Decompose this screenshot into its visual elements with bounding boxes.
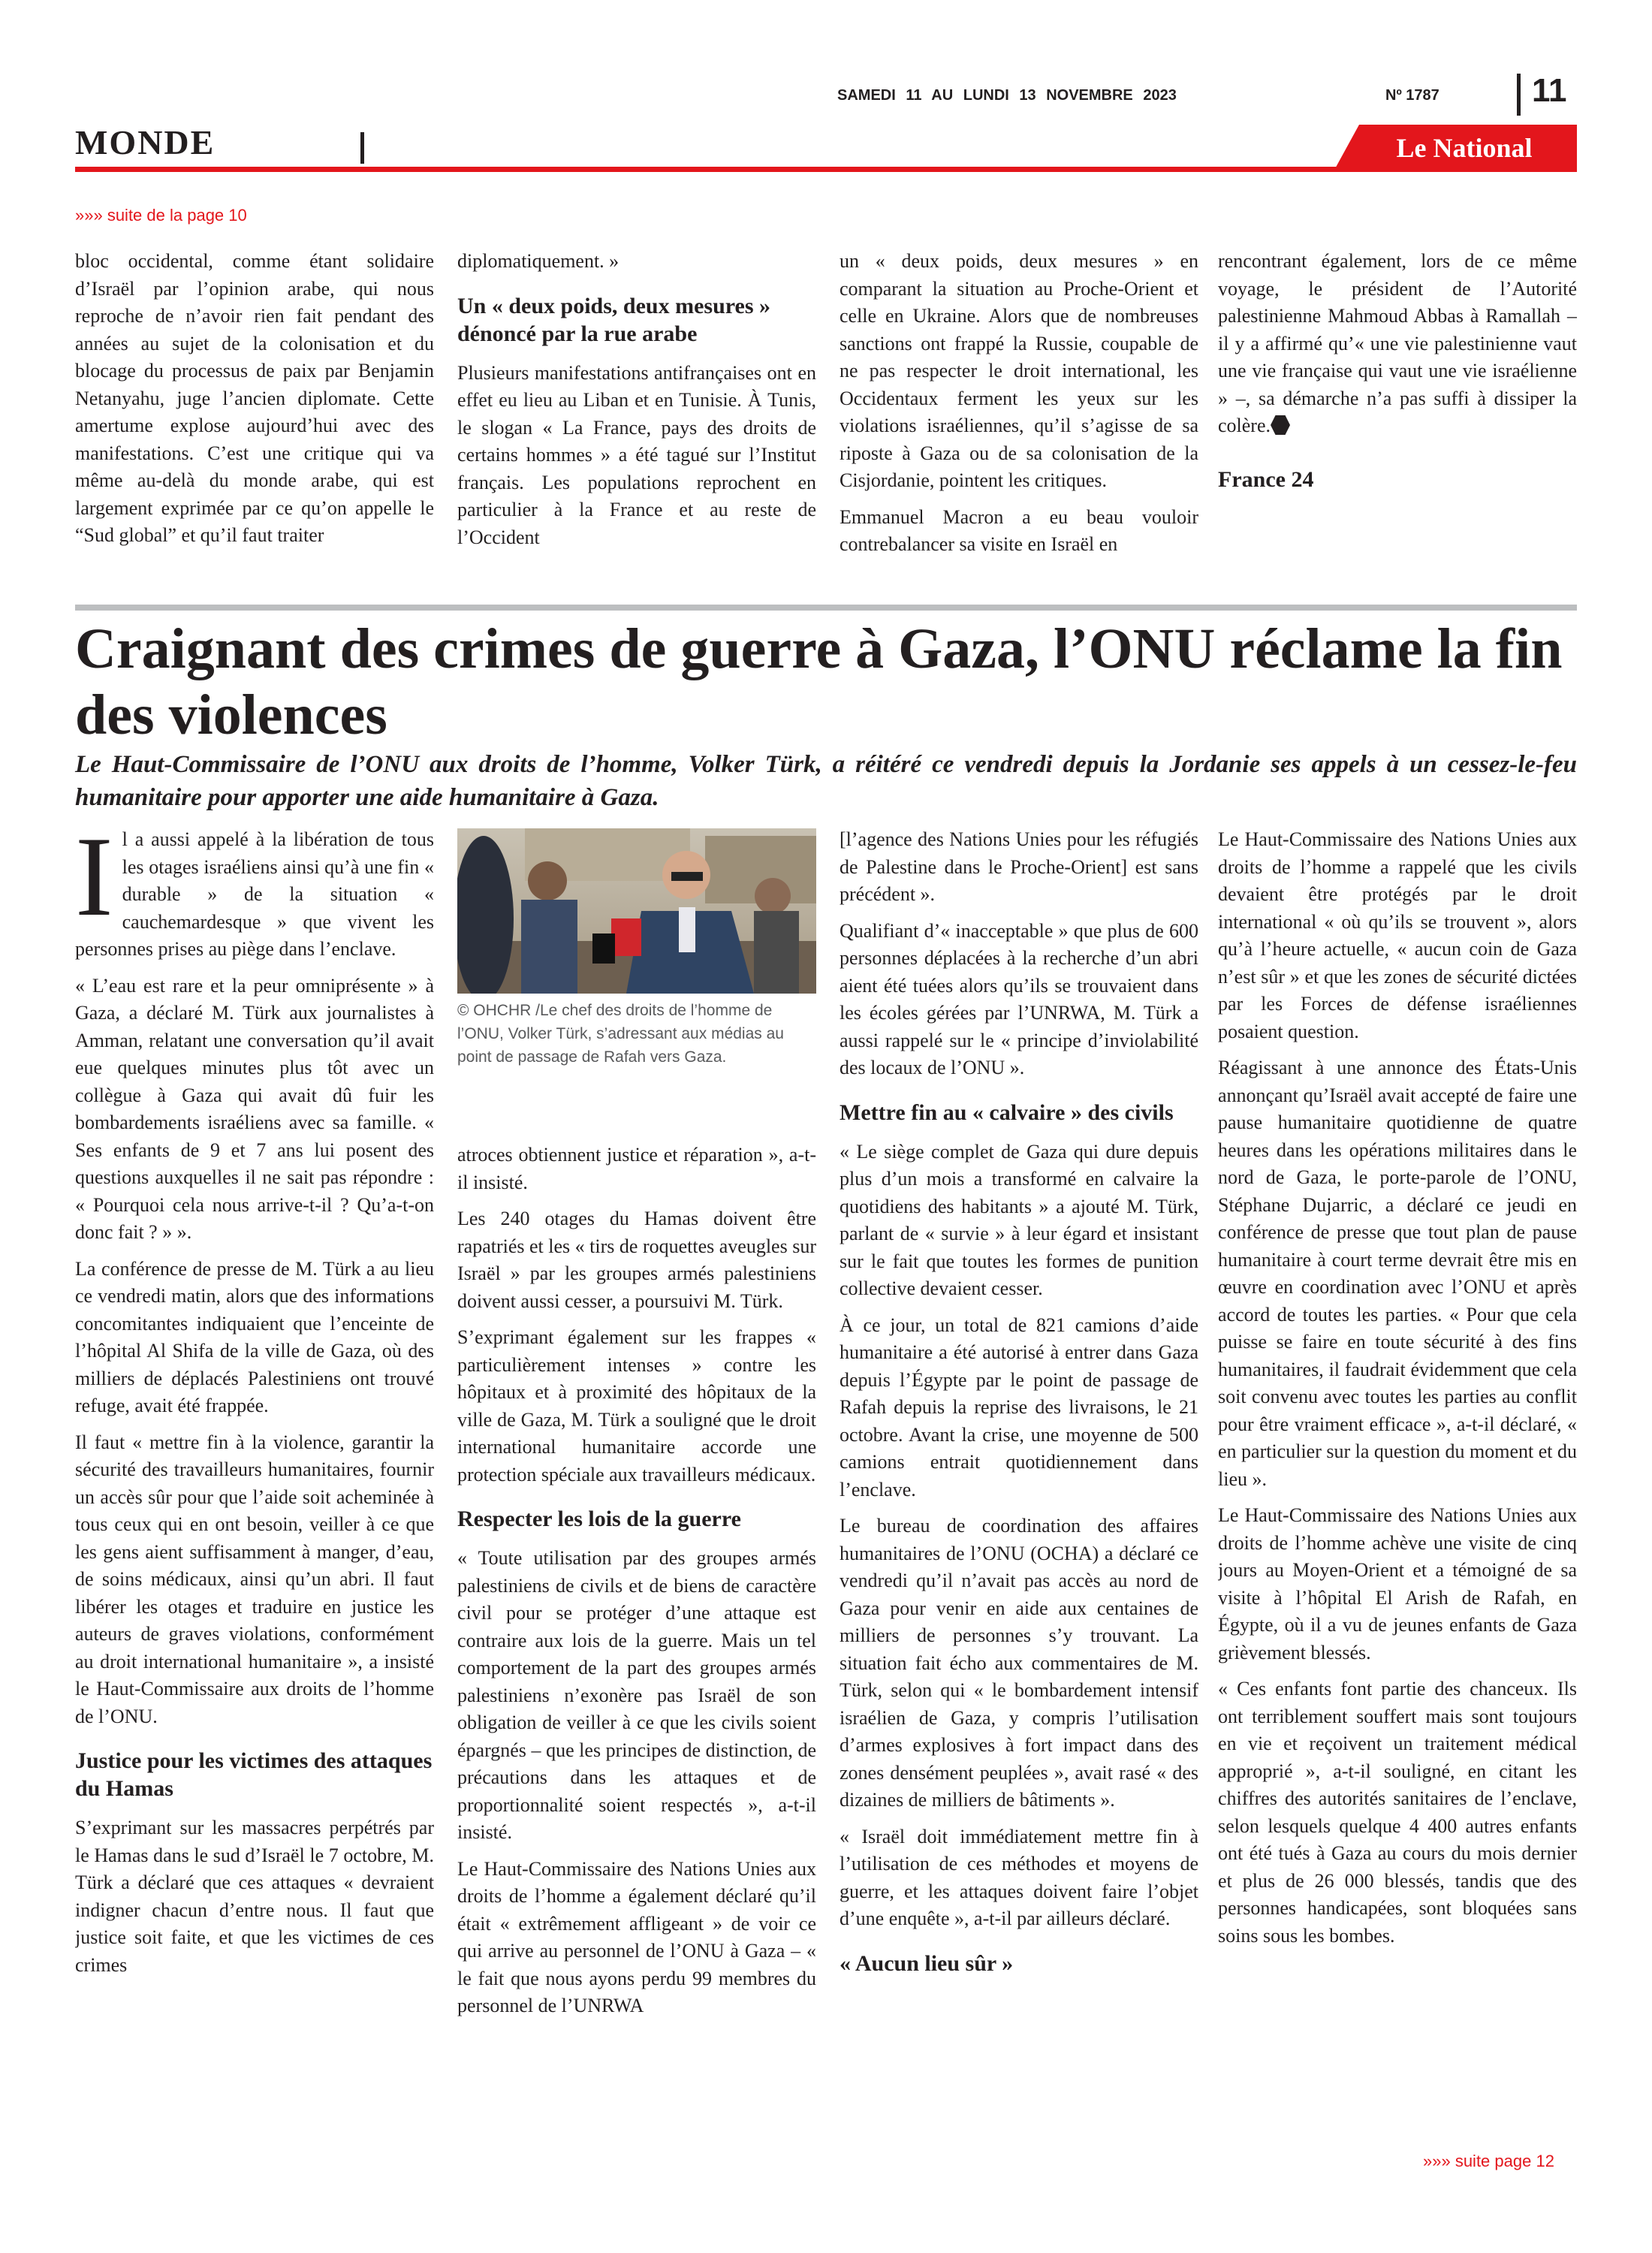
paragraph: « Israël doit immédiatement mettre fin à l’utilisation de ces méthodes et moyens de guerre, et les attaques doivent faire l’objet d’une enquête », a-t-il par ailleurs déclaré.: [840, 1825, 1198, 1929]
paragraph: un « deux poids, deux mesures » en comparant la situation au Proche-Orient et celle en Ukraine. Alors que de nombreuses sanctions ont frappé la Russie, coupable de ne pas respecter le droit international, les Occidentaux ferment les yeux sur les violations israéliennes, qu’il s’agisse de sa riposte à Gaza ou de sa colonisation de la Cisjordanie, pointent les critiques.: [840, 250, 1198, 491]
subheading: Un « deux poids, deux mesures » dénoncé par la rue arabe: [457, 293, 771, 346]
paragraph: Le Haut-Commissaire des Nations Unies aux droits de l’homme a également déclaré qu’il était « extrêmement affligeant » de voir ce qui arrive au personnel de l’ONU à Gaza – « le fait que nous ayons perdu 99 membres du personnel de l’UNRWA: [457, 1857, 816, 2016]
top-article-column-3: [840, 248, 1198, 578]
article-photo: [457, 828, 816, 994]
brand-name: Le National: [1396, 133, 1533, 163]
page-number: 11: [1532, 72, 1567, 109]
paragraph: bloc occidental, comme étant solidaire d’Israël par l’opinion arabe, qui nous reproche de n’avoir rien fait pendant des années au sujet de la colonisation et du blocage du processus de paix par Benjamin Netanyahu, juge l’ancien diplomate. Cette amertume explose aujourd’hui avec des manifestations. C’est une critique qui va même au-delà du monde arabe, qui est largement exprimée par ce qu’on appelle le “Sud global” et qu’il faut traiter: [75, 250, 434, 546]
paragraph: Réagissant à une annonce des États-Unis annonçant qu’Israël avait accepté de faire une pause humanitaire quotidienne de quatre heures dans les opérations militaires dans le nord de Gaza, le porte-parole de l’ONU, Stéphane Dujarric, a déclaré ce jeudi en conférence de presse que tout plan de pause humanitaire à court terme devrait être mis en œuvre en coordination avec l’ONU et après accord de toutes les parties. « Pour que cela puisse se faire en toute sécurité à des fins humanitaires, il faudrait évidemment que cela soit convenu avec toutes les parties au conflit pour être vraiment efficace », a-t-il déclaré, « en particulier sur la question du moment et du lieu ».: [1218, 1057, 1577, 1490]
subheading: Respecter les lois de la guerre: [457, 1507, 741, 1531]
header-rule: [75, 167, 1577, 172]
section-divider: [360, 132, 364, 164]
paragraph: S’exprimant également sur les frappes « particulièrement intenses » contre les hôpitaux et à proximité des hôpitaux de la ville de Gaza, M. Türk a souligné que le droit international humanitaire accorde une protection spéciale aux travailleurs médicaux.: [457, 1326, 816, 1485]
top-article-column-1: [75, 248, 434, 578]
paragraph: « L’eau est rare et la peur omniprésente » à Gaza, a déclaré M. Türk aux journalistes à Amman, relatant une conversation qu’il avait eue quelques minutes plus tôt avec un collègue à Gaza qui avait dû fuir les bombardements israéliens avec sa famille. « Ses enfants de 9 et 7 ans lui posent des questions auxquelles il ne sait pas répondre : « Pourquoi cela nous arrive-t-il ? Qu’a-t-on donc fait ? » ».: [75, 974, 434, 1243]
subheading: Justice pour les victimes des attaques du Hamas: [75, 1748, 433, 1801]
article-headline: Craignant des crimes de guerre à Gaza, l’ONU réclame la fin des violences: [75, 617, 1563, 746]
paragraph: Plusieurs manifestations antifrançaises ont en effet eu lieu au Liban et en Tunisie. À Tunis, le slogan « La France, pays des droits de certains hommes » a été tagué sur l’Institut français. Les populations reprochent en particulier à la France et au reste de l’Occident: [457, 361, 816, 548]
paragraph: diplomatiquement. »: [457, 250, 620, 272]
article-source: France 24: [1218, 466, 1314, 492]
subheading: « Aucun lieu sûr »: [840, 1950, 1014, 1976]
article-standfirst: Le Haut-Commissaire de l’ONU aux droits de l’homme, Volker Türk, a réitéré ce vendredi depuis la Jordanie ses appels à un cessez-le-feu humanitaire pour apporter une aide humanitaire à Gaza.: [75, 751, 1577, 811]
article-column-1: [75, 826, 434, 2148]
article-column-2: [457, 1142, 816, 2148]
drop-cap: I: [75, 826, 113, 940]
paragraph-text: l a aussi appelé à la libération de tous les otages israéliens ainsi qu’à une fin « durable » de la situation « cauchemardesque » que vivent les personnes prises au piège dans l’enclave.: [75, 828, 434, 960]
paragraph: [75, 826, 434, 964]
subheading: Mettre fin au « calvaire » des civils: [840, 1099, 1174, 1125]
issue-number: Nº 1787: [1385, 87, 1439, 104]
paragraph: Les 240 otages du Hamas doivent être rapatriés et les « tirs de roquettes aveugles sur Israël » par les groupes armés palestiniens doivent aussi cesser, a poursuivi M. Türk.: [457, 1208, 816, 1312]
paragraph: atroces obtiennent justice et réparation », a-t-il insisté.: [457, 1144, 816, 1193]
paragraph: « Le siège complet de Gaza qui dure depuis plus d’un mois a transformé en calvaire la quotidiens des habitants » a ajouté M. Türk, parlant de « survie » à leur égard et insistant sur le fait que toutes les formes de punition collective devaient cesser.: [840, 1140, 1198, 1299]
top-article-column-4: [1218, 248, 1577, 578]
article-column-4: [1218, 826, 1577, 2148]
issue-date: SAMEDI 11 AU LUNDI 13 NOVEMBRE 2023: [837, 87, 1177, 104]
paragraph: Le Haut-Commissaire des Nations Unies aux droits de l’homme achève une visite de cinq jours au Moyen-Orient et a témoigné de sa visite à l’hôpital El Arish de Rafah, en Égypte, où il a vu de jeunes enfants de Gaza grièvement blessés.: [1218, 1504, 1577, 1663]
top-article-column-2: [457, 248, 816, 578]
paragraph: À ce jour, un total de 821 camions d’aide humanitaire a été autorisé à entrer dans Gaza depuis l’Égypte par le point de passage de Rafah depuis la reprise des livraisons, le 21 octobre. Avant la crise, une moyenne de 500 camions entrait quotidiennement dans l’enclave.: [840, 1313, 1198, 1500]
paragraph: La conférence de presse de M. Türk a au lieu ce vendredi matin, alors que des informations concomitantes indiquaient que l’enceinte de l’hôpital Al Shifa de la ville de Gaza, où des milliers de déplacés Palestiniens ont trouvé refuge, avait été frappée.: [75, 1257, 434, 1416]
paragraph: Il faut « mettre fin à la violence, garantir la sécurité des travailleurs humanitaires, fournir un accès sûr pour que l’aide soit acheminée à tous ceux qui en ont besoin, veiller à ce que les gens aient suffisamment à manger, d’eau, de soins médicaux, ainsi qu’un abri. Il faut libérer les otages et traduire en justice les auteurs de graves violations, conformément au droit international humanitaire », a insisté le Haut-Commissaire aux droits de l’homme de l’ONU.: [75, 1431, 434, 1727]
paragraph-text: rencontrant également, lors de ce même voyage, le président de l’Autorité palestinienne Mahmoud Abbas à Ramallah – il y a affirmé qu’« une vie palestinienne vaut une vie française qui vaut une vie israélienne » –, sa démarche n’a pas suffi à dissiper la colère.: [1218, 250, 1577, 436]
paragraph: S’exprimant sur les massacres perpétrés par le Hamas dans le sud d’Israël le 7 octobre, M. Türk a déclaré que ces attaques « devraient indigner chacun d’entre nous. Il faut que justice soit faite, et que les victimes de ces crimes: [75, 1817, 434, 1976]
header-separator: [1517, 74, 1521, 116]
continued-to[interactable]: »»» suite page 12: [1423, 2152, 1554, 2170]
end-mark-icon: [1271, 415, 1290, 435]
section-title: MONDE: [75, 123, 216, 161]
paragraph: « Toute utilisation par des groupes armés palestiniens de civils et de biens de caractère civil pour se protéger d’une attaque est contraire aux lois de la guerre. Mais un tel comportement de la part des groupes armés palestiniens n’exonère pas Israël de son obligation de veiller à ce que les civils soient épargnés – que les principes de distinction, de précautions dans les attaques et de proportionnalité soient respectés », a-t-il insisté.: [457, 1547, 816, 1843]
photo-caption: © OHCHR /Le chef des droits de l’homme de l’ONU, Volker Türk, s’adressant aux médias au point de passage de Rafah vers Gaza.: [457, 1002, 784, 1066]
paragraph: Le bureau de coordination des affaires humanitaires de l’ONU (OCHA) a déclaré ce vendredi qu’il n’avait pas accès au nord de Gaza pour venir en aide aux centaines de milliers de personnes s’y trouvant. La situation fait écho aux commentaires de M. Türk, selon qui « le bombardement intensif israélien de Gaza, y compris l’utilisation d’armes explosives à fort impact dans des zones densément peuplées », avait rasé « des dizaines de milliers de bâtiments ».: [840, 1515, 1198, 1811]
paragraph: [l’agence des Nations Unies pour les réfugiés de Palestine dans le Proche-Orient] est sans précédent ».: [840, 828, 1198, 905]
article-divider: [75, 605, 1577, 611]
paragraph: Qualifiant d’« inacceptable » que plus de 600 personnes déplacées à la recherche d’un abri aient été tuées alors qu’ils se trouvaient dans les écoles gérées par l’UNRWA, M. Türk a aussi rappelé sur le « principe d’inviolabilité des locaux de l’ONU ».: [840, 919, 1198, 1078]
paragraph: Emmanuel Macron a eu beau vouloir contrebalancer sa visite en Israël en: [840, 505, 1198, 555]
article-column-3: [840, 826, 1198, 2148]
press-photo-illustration: [457, 828, 816, 994]
paragraph: « Ces enfants font partie des chanceux. Ils ont terriblement souffert mais sont toujours en vie et reçoivent un traitement médical approprié », a-t-il souligné, en citant les chiffres des autorités sanitaires de l’enclave, selon lesquels quelque 4 400 autres enfants ont été tués à Gaza au cours du mois dernier et plus de 26 000 blessés, tandis que des personnes handicapées, sont bloquées sans soins sous les bombes.: [1218, 1678, 1577, 1947]
continued-from[interactable]: »»» suite de la page 10: [75, 206, 247, 225]
paragraph: Le Haut-Commissaire des Nations Unies aux droits de l’homme a rappelé que les civils devaient être protégés par le droit international « où qu’ils se trouvent », alors qu’à l’heure actuelle, « aucun coin de Gaza n’est sûr » et que les zones de sécurité dictées par les Forces de défense israéliennes posaient question.: [1218, 828, 1577, 1042]
paragraph: [1218, 248, 1577, 440]
